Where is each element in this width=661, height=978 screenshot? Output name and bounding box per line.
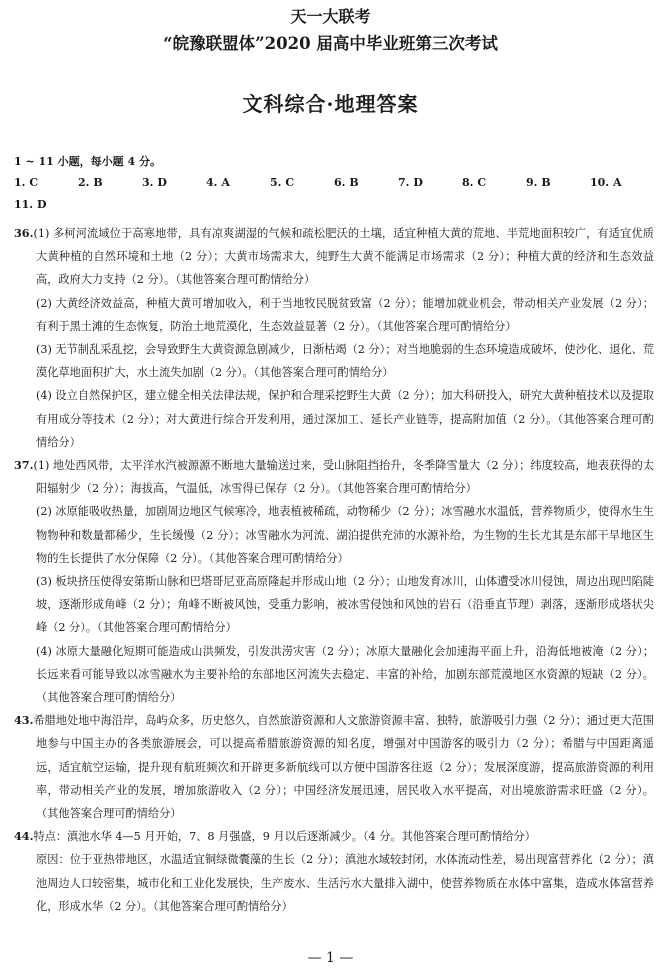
question-number: 37. [14, 458, 34, 473]
page-number: — 1 — [307, 950, 354, 966]
mc-answer: 7. D [398, 176, 423, 189]
answer-paragraph: (4) 冰原大量融化短期可能造成山洪频发，引发洪涝灾害（2 分）；冰原大量融化会加速海平面上升，沿海低地被淹（2 分）；长远来看可能导致以冰雪融水为主要补给的东部地区河流失去稳定、丰富的补给，加剧东部荒漠地区水资源的短缺（2 分）。（其他答案合理可酌情给分） [36, 644, 654, 705]
mc-answer: 10. A [590, 176, 622, 189]
answer-paragraph: (3) 无节制乱采乱挖，会导致野生大黄资源急剧减少，日渐枯竭（2 分）；对当地脆弱的生态环境造成破坏，使沙化、退化、荒漠化草地面积扩大，水土流失加剧（2 分）。（其他答案合理可酌情给分） [36, 343, 654, 380]
answer-paragraph: (4) 设立自然保护区，建立健全相关法律法规，保护和合理采挖野生大黄（2 分）；加大科研投入，研究大黄种植技术以及提取有用成分等技术（2 分）；对大黄进行综合开发利用，通过深加工、延长产业链等，提高附加值（2 分）。（其他答案合理可酌情给分） [36, 389, 654, 449]
answer-paragraph: (2) 大黄经济效益高，种植大黄可增加收入，利于当地牧民脱贫致富（2 分）；能增加就业机会，带动相关产业发展（2 分）；有利于黑土滩的生态恢复，防治土地荒漠化，生态效益显著（2 分）。（其他答案合理可酌情给分） [36, 296, 654, 333]
subject-title: 文科综合·地理答案 [242, 92, 419, 116]
answer-paragraph: (3) 板块挤压使得安第斯山脉和巴塔哥尼亚高原隆起并形成山地（2 分）；山地发育冰川，山体遭受冰川侵蚀，周边出现凹陷陡坡，逐渐形成角峰（2 分）；角峰不断被风蚀，受重力影响，被冰雪侵蚀和风蚀的岩石（沿垂直节理）剥落，逐渐形成塔状尖峰（2 分）。（其他答案合理可酌情给分） [36, 575, 654, 635]
answer-paragraph: (2) 冰原能吸收热量，加剧周边地区气候寒冷，地表植被稀疏，动物稀少（2 分）；冰雪融水水温低，营养物质少，使得水生生物物种和数量都稀少，生长缓慢（2 分）；冰雪融水为河流、湖泊提供充沛的水源补给，为生物的生长尤其是东部干旱地区生物的生长提供了水分保障（2 分）。（其他答案合理可酌情给分） [36, 505, 654, 565]
mc-answer: 11. D [14, 198, 47, 211]
question-36 [14, 222, 654, 454]
question-number: 36. [14, 226, 34, 240]
mc-answer: 6. B [334, 176, 359, 189]
question-43 [14, 709, 654, 825]
question-number: 43. [14, 713, 34, 728]
mc-answer: 2. B [78, 176, 103, 189]
mc-answer: 1. C [14, 176, 39, 189]
answer-paragraph: 希腊地处地中海沿岸，岛屿众多，历史悠久，自然旅游资源和人文旅游资源丰富、独特，旅游吸引力强（2 分）；通过更大范围地参与中国主办的各类旅游展会，可以提高希腊旅游资源的知名度，增强对中国游客的吸引力（2 分）；希腊与中国距离遥远，适宜航空运输，提升现有航班频次和开辟更多新航线可以方便中国游客往返（2 分）；发展深度游，提高旅游资源的利用率，带动相关产业的发展，增加旅游收入（2 分）；中国经济发展迅速，居民收入水平提高，对出境旅游需求旺盛（2 分）。（其他答案合理可酌情给分） [33, 714, 654, 821]
answer-paragraph: 特点：滇池水华 4—5 月开始，7、8 月强盛，9 月以后逐渐减少。（4 分。其他答案合理可酌情给分） [33, 830, 536, 844]
mc-answer: 4. A [206, 176, 230, 189]
answer-paragraph: (1) 地处西风带，太平洋水汽被源源不断地大量输送过来，受山脉阻挡抬升，冬季降雪量大（2 分）；纬度较高，地表获得的太阳辐射少（2 分）；海拔高，气温低，冰雪得已保存（2 分）。（其他答案合理可酌情给分） [33, 459, 654, 496]
answer-paragraph: 原因：位于亚热带地区，水温适宜铜绿微囊藻的生长（2 分）；滇池水域较封闭，水体流动性差，易出现富营养化（2 分）；滇池周边人口较密集，城市化和工业化发展快，生产废水、生活污水大量排入湖中，使营养物质在水体中富集，造成水体富营养化，形成水华（2 分）。（其他答案合理可酌情给分） [36, 853, 654, 913]
mc-answer: 3. D [142, 176, 167, 189]
mc-intro: 1 ~ 11 小题，每小题 4 分。 [14, 155, 161, 168]
question-37 [14, 454, 654, 709]
answer-paragraph: (1) 多柯河流域位于高寒地带，具有凉爽湖湿的气候和疏松肥沃的土壤，适宜种植大黄的荒地、半荒地面积较广，有适宜优质大黄种植的自然环境和土地（2 分）；大黄市场需求大，纯野生大黄不能满足市场需求（2 分）；种植大黄的经济和生态效益高，政府大力支持（2 分）。（其他答案合理可酌情给分） [33, 227, 654, 287]
answer-content [14, 222, 654, 918]
mc-answer: 8. C [462, 176, 487, 189]
question-44 [14, 825, 654, 918]
mc-answer: 9. B [526, 176, 551, 189]
question-number: 44. [14, 829, 34, 844]
exam-title: “皖豫联盟体”2020 届高中毕业班第三次考试 [163, 34, 498, 53]
mc-answer: 5. C [270, 176, 295, 189]
exam-org-title: 天一大联考 [290, 7, 371, 26]
